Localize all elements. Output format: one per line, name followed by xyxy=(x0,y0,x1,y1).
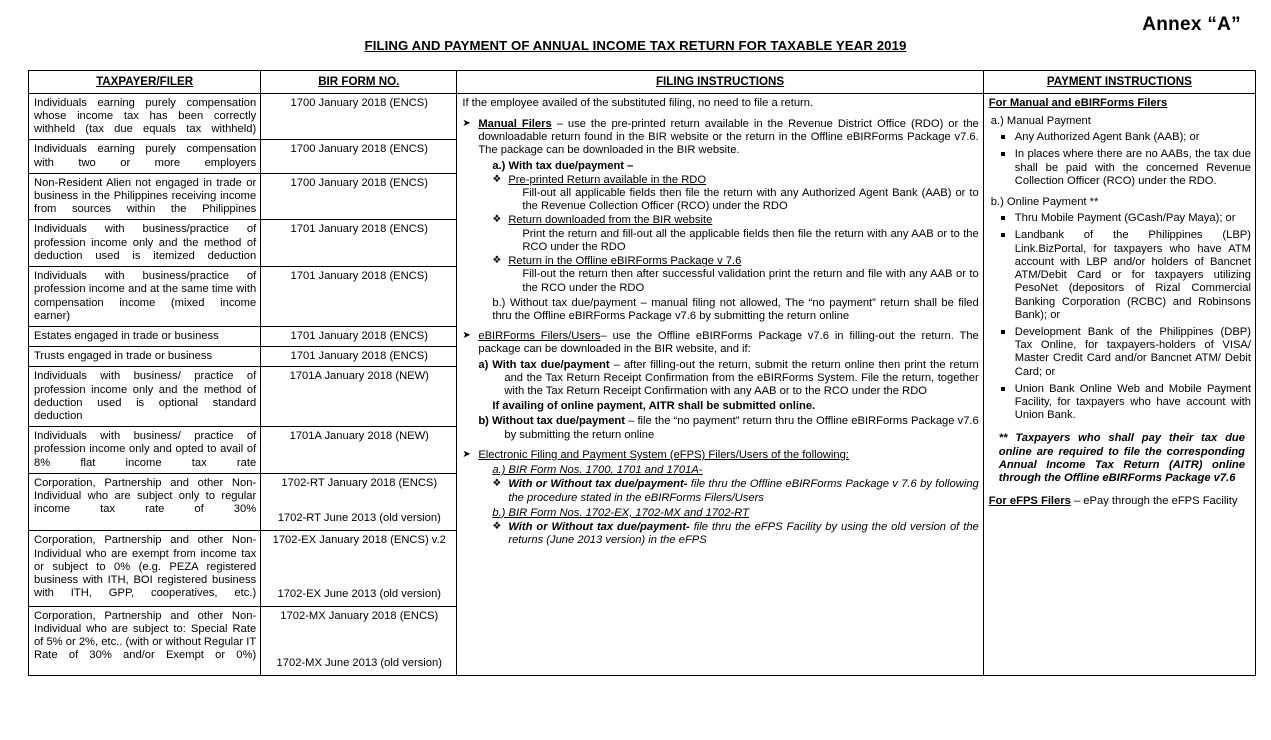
square-bullet-icon xyxy=(1001,387,1005,391)
diamond-bullet-icon: ❖ xyxy=(492,173,502,185)
ebirforms-filers-block xyxy=(462,330,978,442)
form-version-old: 1702-EX June 2013 (old version) xyxy=(277,587,442,600)
form-cell: 1700 January 2018 (ENCS) xyxy=(261,173,457,220)
spacer xyxy=(266,625,452,657)
online-payment-item-text: Thru Mobile Payment (GCash/Pay Maya); or xyxy=(1014,212,1236,225)
header-filing-instructions: FILING INSTRUCTIONS xyxy=(457,71,983,94)
efps-b-item xyxy=(478,521,978,547)
table-row xyxy=(29,93,1256,140)
taxpayer-cell: Individuals with business/practice of profession income only and the method of deduction used is itemized deduction xyxy=(29,220,261,267)
manual-filers-heading: Manual Filers xyxy=(478,117,552,130)
efps-a-label: a.) BIR Form Nos. 1700, 1701 and 1701A- xyxy=(492,464,703,477)
form-version-new: 1702-RT January 2018 (ENCS) xyxy=(281,476,438,489)
manual-option-1-title: Pre-printed Return available in the RDO xyxy=(508,173,707,186)
taxpayer-cell: Individuals with business/ practice of profession income only and opted to avail of 8% flat income tax rate xyxy=(29,427,261,474)
manual-payment-label: a.) Manual Payment xyxy=(990,114,1091,127)
manual-option-3-text: Fill-out the return then after successful validation print the return and file with any AAB or to the RCO under the RDO xyxy=(522,268,979,294)
manual-payment-item-text: Any Authorized Agent Bank (AAB); or xyxy=(1014,131,1200,144)
manual-a-label: a.) With tax due/payment – xyxy=(492,159,634,172)
header-taxpayer: TAXPAYER/FILER xyxy=(29,71,261,94)
header-bir-form: BIR FORM NO. xyxy=(261,71,457,94)
square-bullet-icon xyxy=(1001,216,1005,220)
bullet-arrow-icon: ➤ xyxy=(462,117,471,129)
annex-label: Annex “A” xyxy=(1142,14,1241,35)
filing-instructions-cell xyxy=(457,93,983,676)
manual-option-3-title: Return in the Offline eBIRForms Package v 7.6 xyxy=(508,255,742,268)
form-cell: 1701 January 2018 (ENCS) xyxy=(261,326,457,346)
manual-filers-intro: – use the pre-printed return available in the Revenue District Office (RDO) or the downloadable return found in the BIR website or the return in the Offline eBIRForms Package v7.6. The package can be downloaded in the BIR website. xyxy=(478,117,979,157)
list-item xyxy=(989,326,1251,379)
online-payment-label: b.) Online Payment ** xyxy=(990,195,1099,208)
bullet-arrow-icon: ➤ xyxy=(462,330,471,342)
efps-heading: Electronic Filing and Payment System (eFPS) Filers/Users of the following: xyxy=(478,448,849,461)
taxpayer-cell: Individuals with business/practice of profession income and at the same time with compensation income (mixed income earner) xyxy=(29,267,261,327)
taxpayer-cell: Corporation, Partnership and other Non-Individual who are subject to: Special Rate of 5% or 2%, etc.. (with or without Regular IT Rate of 30% and/or Exempt or 0%) xyxy=(29,606,261,675)
manual-filers-block xyxy=(462,118,978,323)
diamond-bullet-icon: ❖ xyxy=(492,255,502,267)
efps-payment-text: – ePay through the eFPS Facility xyxy=(1070,495,1238,508)
ebirforms-b-bold: Without tax due/payment xyxy=(492,415,625,428)
ebirforms-a-label: a) xyxy=(478,358,489,371)
square-bullet-icon xyxy=(1001,330,1005,334)
form-cell xyxy=(261,606,457,675)
form-cell: 1701 January 2018 (ENCS) xyxy=(261,267,457,327)
efps-a-item-bold: With or Without tax due/payment- xyxy=(508,478,688,491)
ebirforms-item-a xyxy=(478,359,978,399)
page-title: FILING AND PAYMENT OF ANNUAL INCOME TAX RETURN FOR TAXABLE YEAR 2019 xyxy=(364,38,907,53)
form-cell: 1700 January 2018 (ENCS) xyxy=(261,140,457,173)
list-item xyxy=(989,383,1251,423)
diamond-bullet-icon: ❖ xyxy=(492,478,502,490)
manual-option-1-text: Fill-out all applicable fields then file the return with any Authorized Agent Bank (AAB) or to the Revenue Collection Officer (RCO) under the RDO xyxy=(522,186,979,213)
diamond-bullet-icon: ❖ xyxy=(492,214,502,226)
form-version-old: 1702-RT June 2013 (old version) xyxy=(277,512,441,525)
manual-payment-item-text: In places where there are no AABs, the tax due shall be paid with the concerned Revenue Collection Officer (RCO) under the RDO. xyxy=(1014,148,1251,187)
manual-option-2 xyxy=(478,214,978,227)
manual-option-2-text: Print the return and fill-out all the applicable fields then file the return with any AAB or to the RCO under the RDO xyxy=(522,227,979,253)
manual-b-text: b.) Without tax due/payment – manual filing not allowed, The “no payment” return shall be filed thru the Offline eBIRForms Package v7.6 by submitting the return online xyxy=(492,296,979,322)
form-cell: 1701 January 2018 (ENCS) xyxy=(261,347,457,367)
payment-instructions-cell xyxy=(983,93,1255,676)
taxpayer-cell: Estates engaged in trade or business xyxy=(29,326,261,346)
efps-b-label: b.) BIR Form Nos. 1702-EX, 1702-MX and 1702-RT xyxy=(492,506,749,519)
table-header-row xyxy=(29,71,1256,94)
manual-option-3 xyxy=(478,255,978,268)
form-version-old: 1702-MX June 2013 (old version) xyxy=(276,657,442,670)
online-payment-item-text: Union Bank Online Web and Mobile Payment Facility, for taxpayers who have account with Union Bank. xyxy=(1014,382,1251,422)
ebirforms-heading: eBIRForms Filers/Users xyxy=(478,330,601,343)
efps-filers-block xyxy=(462,449,978,548)
efps-payment-block xyxy=(989,495,1251,508)
ebirforms-a-text: – after filling-out the return, submit the return online then print the return and the Tax Return Receipt Confirmation from the eBIRForms System. File the return, together with the Tax Return Receipt Confirmation with any AAB or to the RCO under the RDO xyxy=(504,358,979,398)
online-payment-item-text: Landbank of the Philippines (LBP) Link.BizPortal, for taxpayers who have ATM account with LBP and/or holders of Bancnet ATM/Debit Card or for taxpayers utilizing PesoNet (depositors of Rizal Commercial Banking Corporation (RCBC) and Robinsons Bank); or xyxy=(1014,229,1251,321)
online-payment-note: ** Taxpayers who shall pay their tax due online are required to file the corresponding Annual Income Tax Return (AITR) online through the Offline eBIRForms Package v7.6 xyxy=(998,432,1245,485)
form-cell xyxy=(261,473,457,530)
list-item xyxy=(989,148,1251,188)
ebirforms-b-label: b) xyxy=(478,415,489,428)
efps-a-item xyxy=(478,478,978,504)
taxpayer-cell: Corporation, Partnership and other Non-Individual who are exempt from income tax or subject to 0% (e.g. PEZA registered business with ITH, BOI registered business with ITH, GPP, cooperatives, etc.) xyxy=(29,531,261,606)
bullet-arrow-icon: ➤ xyxy=(462,448,471,460)
taxpayer-cell: Individuals earning purely compensation whose income tax has been correctly withheld (tax due equals tax withheld) xyxy=(29,93,261,140)
taxpayer-cell: Trusts engaged in trade or business xyxy=(29,347,261,367)
form-cell xyxy=(261,531,457,606)
efps-payment-heading: For eFPS Filers xyxy=(988,495,1071,508)
efps-b-item-bold: With or Without tax due/payment- xyxy=(508,521,690,534)
list-item xyxy=(989,131,1251,144)
manual-option-1 xyxy=(478,174,978,187)
square-bullet-icon xyxy=(1001,135,1005,139)
list-item xyxy=(989,212,1251,225)
diamond-bullet-icon: ❖ xyxy=(492,521,502,533)
form-cell: 1701A January 2018 (NEW) xyxy=(261,427,457,474)
ebirforms-a-note: If availing of online payment, AITR shall be submitted online. xyxy=(492,400,816,413)
spacer xyxy=(266,550,452,588)
square-bullet-icon xyxy=(1001,233,1005,237)
filing-payment-table xyxy=(28,70,1256,676)
ebirforms-b-text: – file the “no payment” return thru the Offline eBIRForms Package v7.6 by submitting the return online xyxy=(504,415,979,441)
ebirforms-item-b xyxy=(478,415,978,441)
form-cell: 1701 January 2018 (ENCS) xyxy=(261,220,457,267)
form-version-new: 1702-MX January 2018 (ENCS) xyxy=(280,609,439,622)
form-version-new: 1702-EX January 2018 (ENCS) v.2 xyxy=(272,534,446,547)
header-payment-instructions: PAYMENT INSTRUCTIONS xyxy=(983,71,1255,94)
taxpayer-cell: Non-Resident Alien not engaged in trade or business in the Philippines receiving income from sources within the Philippines xyxy=(29,173,261,220)
ebirforms-a-bold: With tax due/payment xyxy=(492,358,610,371)
list-item xyxy=(989,229,1251,322)
substituted-filing-note: If the employee availed of the substituted filing, no need to file a return. xyxy=(462,96,814,109)
form-cell: 1700 January 2018 (ENCS) xyxy=(261,93,457,140)
taxpayer-cell: Individuals earning purely compensation with two or more employers xyxy=(29,140,261,173)
manual-option-2-title: Return downloaded from the BIR website xyxy=(508,214,713,227)
square-bullet-icon xyxy=(1001,152,1005,156)
payment-heading: For Manual and eBIRForms Filers xyxy=(988,96,1168,109)
efps-b-item-text: file thru the eFPS Facility by using the old version of the returns (June 2013 version) in the eFPS xyxy=(508,521,979,547)
taxpayer-cell: Corporation, Partnership and other Non-Individual who are subject only to regular income tax rate of 30% xyxy=(29,473,261,530)
taxpayer-cell: Individuals with business/ practice of profession income only and the method of deduction used is optional standard deduction xyxy=(29,367,261,427)
efps-a-item-text: file thru the Offline eBIRForms Package v 7.6 by following the procedure stated in the eBIRForms Filers/Users xyxy=(508,478,979,504)
form-cell: 1701A January 2018 (NEW) xyxy=(261,367,457,427)
spacer xyxy=(266,492,452,512)
ebirforms-intro: – use the Offline eBIRForms Package v7.6 in filling-out the return. The package can be downloaded in the BIR website, and if: xyxy=(478,330,979,356)
online-payment-item-text: Development Bank of the Philippines (DBP) Tax Online, for taxpayers-holders of VISA/ Master Credit Card and/or Bancnet ATM/ Debit Card; or xyxy=(1014,325,1251,378)
